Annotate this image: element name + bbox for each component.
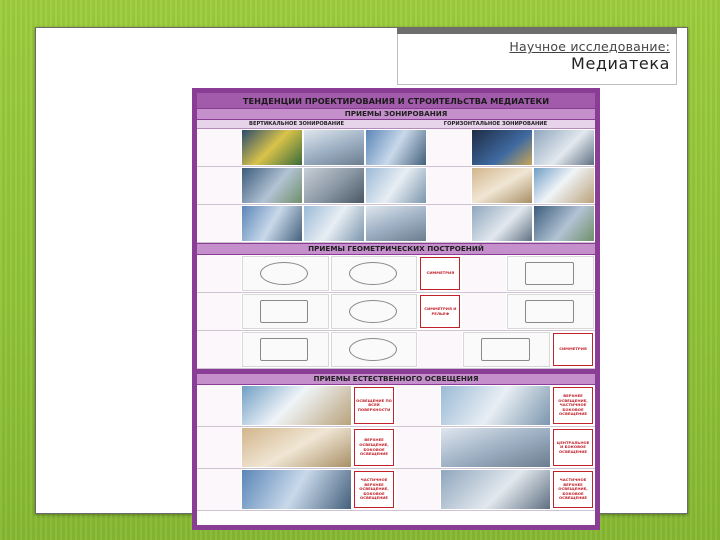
symmetry-tag: СИММЕТРИЯ bbox=[420, 257, 460, 290]
title-accent-bar bbox=[397, 28, 677, 34]
lighting-row bbox=[197, 427, 595, 469]
caption-block bbox=[197, 129, 241, 166]
lighting-tag: ВЕРХНЕЕ ОСВЕЩЕНИЕ, БОКОВОЕ ОСВЕЩЕНИЕ bbox=[354, 429, 394, 466]
building-photo bbox=[304, 130, 364, 165]
plan-sketch bbox=[507, 256, 594, 291]
caption-block bbox=[197, 205, 241, 242]
caption-block bbox=[197, 255, 241, 292]
building-photo bbox=[304, 206, 364, 241]
lighting-row bbox=[197, 469, 595, 511]
caption-block bbox=[418, 331, 462, 368]
caption-block bbox=[197, 427, 241, 468]
interior-photo bbox=[441, 470, 550, 509]
plan-sketch bbox=[331, 256, 418, 291]
symmetry-tag-2: СИММЕТРИЯ bbox=[553, 333, 593, 366]
slide bbox=[35, 27, 688, 514]
lighting-tag: ЦЕНТРАЛЬНОЕ И БОКОВОЕ ОСВЕЩЕНИЕ bbox=[553, 429, 593, 466]
caption-block bbox=[427, 129, 471, 166]
lighting-tag: ЧАСТИЧНОЕ ВЕРХНЕЕ ОСВЕЩЕНИЕ, БОКОВОЕ ОСВЕЩЕНИЕ bbox=[354, 471, 394, 508]
poster-title: ТЕНДЕНЦИИ ПРОЕКТИРОВАНИЯ И СТРОИТЕЛЬСТВА МЕДИАТЕКИ bbox=[197, 93, 595, 108]
section-geometry-header: ПРИЕМЫ ГЕОМЕТРИЧЕСКИХ ПОСТРОЕНИЙ bbox=[197, 243, 595, 255]
zoning-row bbox=[197, 129, 595, 167]
building-photo bbox=[242, 130, 302, 165]
plan-sketch bbox=[242, 256, 329, 291]
caption-block bbox=[396, 469, 440, 510]
interior-photo bbox=[242, 386, 351, 425]
research-poster bbox=[192, 88, 600, 530]
building-photo bbox=[304, 168, 364, 203]
building-photo bbox=[472, 206, 532, 241]
zoning-row bbox=[197, 167, 595, 205]
interior-photo bbox=[441, 428, 550, 467]
building-photo bbox=[242, 168, 302, 203]
caption-block bbox=[396, 385, 440, 426]
slide-title: Медиатека bbox=[571, 54, 670, 73]
caption-block bbox=[462, 293, 506, 330]
plan-sketch bbox=[242, 294, 329, 329]
section-lighting-header: ПРИЕМЫ ЕСТЕСТВЕННОГО ОСВЕЩЕНИЯ bbox=[197, 373, 595, 385]
caption-block bbox=[197, 385, 241, 426]
caption-block bbox=[427, 205, 471, 242]
geometry-row bbox=[197, 255, 595, 293]
geometry-row bbox=[197, 293, 595, 331]
lighting-row bbox=[197, 385, 595, 427]
horizontal-zoning-label: ГОРИЗОНТАЛЬНОЕ ЗОНИРОВАНИЕ bbox=[443, 121, 548, 127]
building-photo bbox=[472, 168, 532, 203]
symmetry-relief-tag: СИММЕТРИЯ И РЕЛЬЕФ bbox=[420, 295, 460, 328]
plan-sketch bbox=[507, 294, 594, 329]
plan-sketch bbox=[331, 332, 418, 367]
caption-block bbox=[396, 427, 440, 468]
plan-sketch bbox=[331, 294, 418, 329]
lighting-tag: ОСВЕЩЕНИЕ ПО ВСЕЙ ПОВЕРХНОСТИ bbox=[354, 387, 394, 424]
slide-subtitle: Научное исследование: bbox=[509, 39, 670, 54]
building-photo bbox=[242, 206, 302, 241]
building-photo bbox=[366, 130, 426, 165]
section-sketch bbox=[242, 332, 329, 367]
zoning-subheaders bbox=[197, 120, 595, 129]
building-photo bbox=[366, 206, 426, 241]
lighting-tag: ЧАСТИЧНОЕ ВЕРХНЕЕ ОСВЕЩЕНИЕ, БОКОВОЕ ОСВЕЩЕНИЕ bbox=[553, 471, 593, 508]
caption-block bbox=[197, 293, 241, 330]
slide-title-box bbox=[397, 28, 677, 85]
interior-photo bbox=[242, 470, 351, 509]
interior-photo bbox=[242, 428, 351, 467]
caption-block bbox=[197, 331, 241, 368]
caption-block bbox=[462, 255, 506, 292]
building-photo bbox=[534, 168, 594, 203]
caption-block bbox=[197, 167, 241, 204]
section-sketch bbox=[463, 332, 550, 367]
zoning-row bbox=[197, 205, 595, 243]
vertical-zoning-label: ВЕРТИКАЛЬНОЕ ЗОНИРОВАНИЕ bbox=[249, 121, 344, 127]
caption-block bbox=[427, 167, 471, 204]
building-photo bbox=[534, 206, 594, 241]
lighting-tag: ВЕРХНЕЕ ОСВЕЩЕНИЕ, ЧАСТИЧНОЕ БОКОВОЕ ОСВЕЩЕНИЕ bbox=[553, 387, 593, 424]
building-photo bbox=[534, 130, 594, 165]
section-zoning-header: ПРИЕМЫ ЗОНИРОВАНИЯ bbox=[197, 108, 595, 120]
building-photo bbox=[366, 168, 426, 203]
building-photo bbox=[472, 130, 532, 165]
interior-photo bbox=[441, 386, 550, 425]
geometry-row bbox=[197, 331, 595, 369]
caption-block bbox=[197, 469, 241, 510]
